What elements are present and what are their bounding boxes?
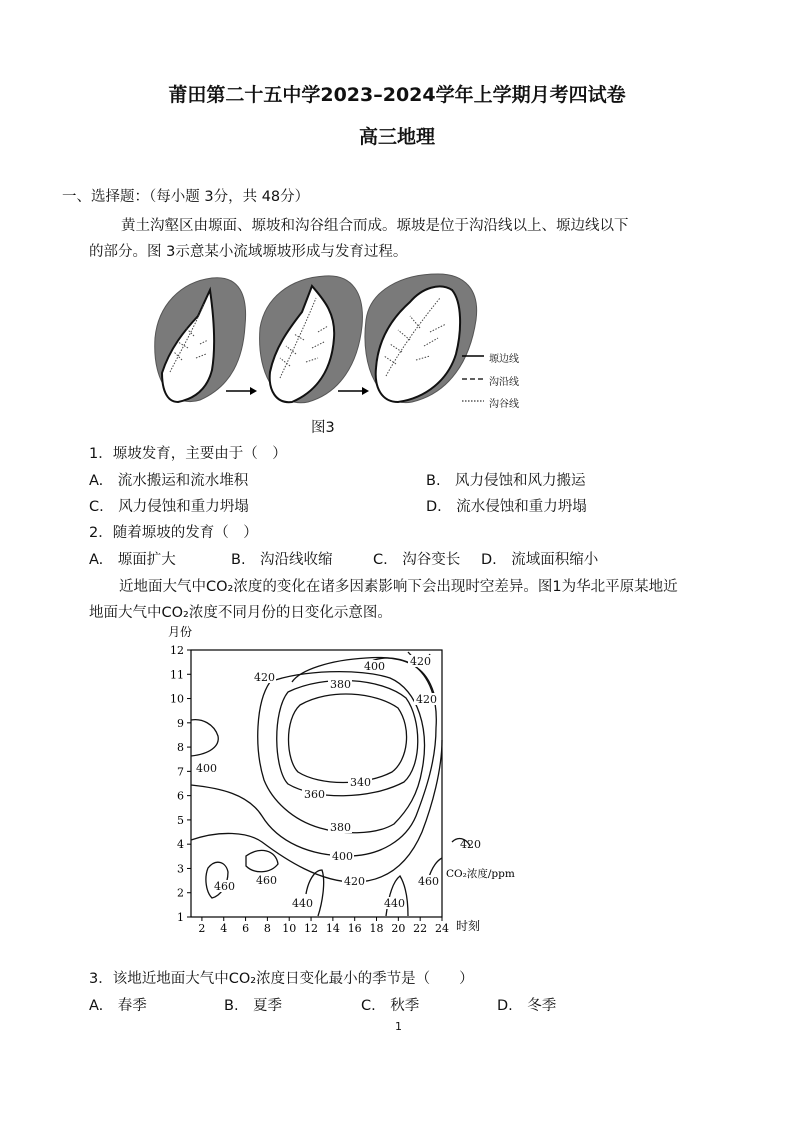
x-tick-label: 12 bbox=[304, 922, 319, 935]
q3-option-b[interactable]: B. 夏季 bbox=[224, 998, 283, 1014]
q1-option-c[interactable]: C. 风力侵蚀和重力坍塌 bbox=[89, 499, 249, 515]
q2-option-b[interactable]: B. 沟沿线收缩 bbox=[231, 552, 333, 568]
stage3-block bbox=[365, 274, 477, 403]
y-tick-label: 4 bbox=[177, 838, 184, 852]
contour-420-left bbox=[191, 720, 218, 756]
y-tick-label: 10 bbox=[170, 692, 184, 706]
q2-stem: 2．随着塬坡的发育（ ） bbox=[89, 525, 258, 541]
y-tick-label: 5 bbox=[177, 813, 184, 827]
x-tick-label: 4 bbox=[220, 922, 228, 935]
figure3-caption: 图3 bbox=[311, 420, 335, 436]
x-tick-label: 8 bbox=[263, 922, 271, 935]
exam-title: 莆田第二十五中学2023–2024学年上学期月考四试卷 bbox=[168, 84, 626, 106]
co2-contour-chart bbox=[160, 620, 520, 940]
q2-option-a[interactable]: A. 塬面扩大 bbox=[89, 552, 176, 568]
contour-360 bbox=[277, 681, 418, 796]
contour-label: 420 bbox=[460, 838, 481, 851]
y-tick-label: 12 bbox=[170, 644, 184, 657]
x-tick-label: 24 bbox=[435, 922, 449, 935]
y-tick-label: 8 bbox=[177, 741, 184, 755]
y-tick-label: 3 bbox=[177, 862, 184, 876]
y-tick-label: 7 bbox=[177, 765, 184, 779]
y-tick-label: 6 bbox=[177, 789, 184, 803]
x-tick-label: 20 bbox=[391, 922, 406, 935]
x-tick-label: 22 bbox=[413, 922, 428, 935]
figure3-legend bbox=[462, 356, 484, 401]
q3-option-c[interactable]: C. 秋季 bbox=[361, 998, 420, 1014]
figure3-diagram bbox=[140, 268, 540, 416]
contour-440-b bbox=[386, 876, 408, 916]
stage1-block bbox=[155, 278, 246, 402]
contour-label: 420 bbox=[344, 875, 365, 888]
contour-340 bbox=[289, 694, 407, 783]
chart-y-axis-title: 月份 bbox=[168, 625, 193, 639]
x-tick-label: 2 bbox=[198, 922, 206, 935]
contour-label: 440 bbox=[384, 897, 405, 910]
y-tick-label: 1 bbox=[177, 911, 184, 924]
passage1-line1: 黄土沟壑区由塬面、塬坡和沟谷组合而成。塬坡是位于沟沿线以上、塬边线以下 bbox=[121, 218, 629, 234]
contour-label: 460 bbox=[418, 875, 439, 888]
q3-option-d[interactable]: D. 冬季 bbox=[497, 998, 557, 1014]
legend-label-gully-edge: 沟沿线 bbox=[489, 377, 519, 388]
contour-label: 420 bbox=[254, 671, 275, 684]
contour-label: 440 bbox=[292, 897, 313, 910]
q1-option-a[interactable]: A. 流水搬运和流水堆积 bbox=[89, 473, 249, 489]
q1-option-d[interactable]: D. 流水侵蚀和重力坍塌 bbox=[426, 499, 587, 515]
q1-stem: 1．塬坡发育，主要由于（ ） bbox=[89, 446, 287, 462]
q3-option-a[interactable]: A. 春季 bbox=[89, 998, 147, 1014]
q2-option-d[interactable]: D. 流域面积缩小 bbox=[481, 552, 599, 568]
contour-label: 380 bbox=[330, 821, 351, 834]
contour-label: 460 bbox=[214, 880, 235, 893]
legend-label-valley: 沟谷线 bbox=[489, 399, 519, 410]
contour-label: 360 bbox=[304, 788, 325, 801]
contour-label: 420 bbox=[410, 655, 431, 668]
contour-380 bbox=[258, 672, 425, 833]
stage2-block bbox=[260, 276, 363, 403]
contour-label: 400 bbox=[364, 660, 385, 673]
x-tick-label: 10 bbox=[282, 922, 297, 935]
page-number: 1 bbox=[395, 1020, 402, 1033]
q1-option-b[interactable]: B. 风力侵蚀和风力搬运 bbox=[426, 473, 586, 489]
passage2-line2: 地面大气中CO₂浓度不同月份的日变化示意图。 bbox=[89, 605, 392, 621]
y-tick-label: 2 bbox=[177, 886, 184, 900]
section-heading: 一、选择题：（每小题 3分，共 48分） bbox=[62, 189, 310, 205]
contour-label: 380 bbox=[330, 678, 351, 691]
x-tick-label: 6 bbox=[242, 922, 250, 935]
passage1-line2: 的部分。图 3示意某小流域塬坡形成与发育过程。 bbox=[89, 244, 408, 260]
y-tick-label: 11 bbox=[170, 668, 184, 682]
contour-460-b bbox=[246, 850, 278, 871]
passage2-line1: 近地面大气中CO₂浓度的变化在诸多因素影响下会出现时空差异。图1为华北平原某地近 bbox=[119, 579, 678, 595]
q3-stem: 3．该地近地面大气中CO₂浓度日变化最小的季节是（ ） bbox=[89, 971, 474, 987]
plot-frame bbox=[191, 650, 442, 917]
q2-option-c[interactable]: C. 沟谷变长 bbox=[373, 552, 461, 568]
legend-label-rim: 塬边线 bbox=[489, 354, 519, 365]
contour-label: 400 bbox=[196, 762, 217, 775]
chart-x-axis-title: 时刻 bbox=[456, 919, 481, 933]
x-tick-label: 16 bbox=[347, 922, 362, 935]
y-tick-label: 9 bbox=[177, 716, 184, 730]
x-tick-label: 14 bbox=[325, 922, 340, 935]
contour-label: 340 bbox=[350, 776, 371, 789]
x-tick-label: 18 bbox=[369, 922, 384, 935]
arrow-1 bbox=[226, 387, 257, 395]
contour-label: 400 bbox=[332, 850, 353, 863]
contour-label: 460 bbox=[256, 874, 277, 887]
contour-label: 420 bbox=[416, 693, 437, 706]
arrow-2 bbox=[338, 387, 369, 395]
exam-subtitle: 高三地理 bbox=[358, 126, 435, 148]
chart-unit-label: CO₂浓度/ppm bbox=[446, 868, 515, 880]
